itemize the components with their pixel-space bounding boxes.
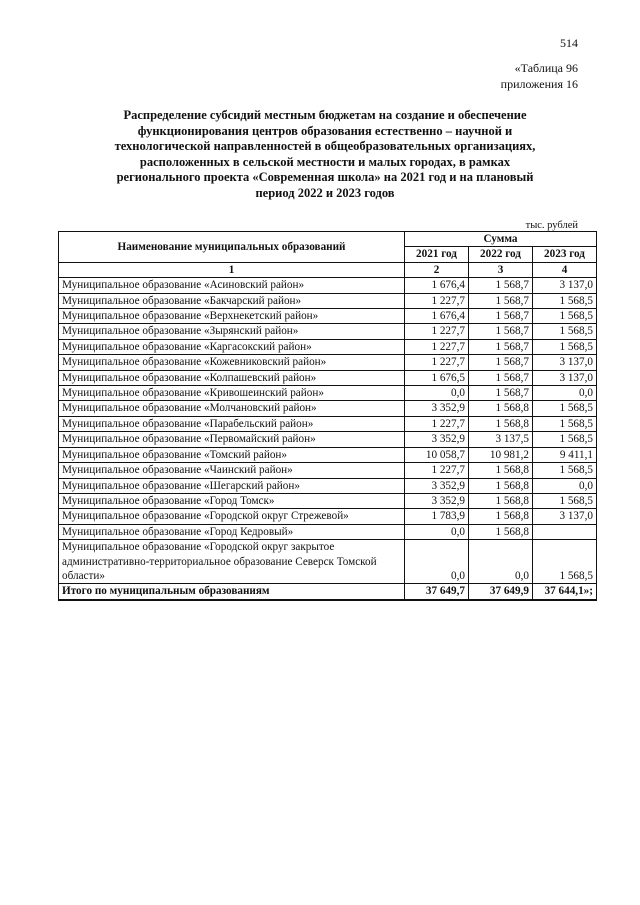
value-2023: 0,0	[533, 386, 597, 401]
table-row	[59, 324, 597, 339]
header-municipality-name: Наименование муниципальных образований	[59, 232, 405, 263]
value-2022: 1 568,8	[469, 478, 533, 493]
municipality-name: Муниципальное образование «Каргасокский район»	[59, 339, 405, 354]
value-2021: 1 227,7	[405, 463, 469, 478]
value-2021: 1 227,7	[405, 339, 469, 354]
value-2021: 1 676,4	[405, 309, 469, 324]
value-2023: 1 568,5	[533, 339, 597, 354]
municipality-name: Муниципальное образование «Город Томск»	[59, 493, 405, 508]
municipality-name: Муниципальное образование «Молчановский район»	[59, 401, 405, 416]
value-2022: 0,0	[469, 540, 533, 584]
municipality-name: Муниципальное образование «Кожевниковский район»	[59, 355, 405, 370]
municipality-name: Муниципальное образование «Зырянский район»	[59, 324, 405, 339]
value-2023: 3 137,0	[533, 509, 597, 524]
value-2023: 1 568,5	[533, 493, 597, 508]
total-row	[59, 584, 597, 600]
value-2023	[533, 524, 597, 539]
value-2022: 1 568,7	[469, 324, 533, 339]
document-title	[70, 108, 580, 201]
column-index-row	[59, 262, 597, 277]
table-row	[59, 386, 597, 401]
total-2023: 37 644,1»;	[533, 584, 597, 600]
municipality-name: Муниципальное образование «Асиновский район»	[59, 278, 405, 293]
title-line: технологической направленностей в общеобразовательных организациях,	[114, 139, 536, 153]
municipality-name: Муниципальное образование «Первомайский район»	[59, 432, 405, 447]
value-2023: 1 568,5	[533, 293, 597, 308]
title-line: регионального проекта «Современная школа» на 2021 год и на плановый	[116, 170, 534, 184]
table-row	[59, 278, 597, 293]
value-2022: 1 568,7	[469, 339, 533, 354]
total-2022: 37 649,9	[469, 584, 533, 600]
municipality-name: Муниципальное образование «Бакчарский район»	[59, 293, 405, 308]
value-2021: 1 227,7	[405, 324, 469, 339]
value-2022: 1 568,7	[469, 309, 533, 324]
value-2023: 1 568,5	[533, 309, 597, 324]
value-2022: 1 568,7	[469, 293, 533, 308]
value-2021: 3 352,9	[405, 493, 469, 508]
municipality-name: Муниципальное образование «Городской округ закрытое административно-территориальное образование Северск Томской области»	[59, 540, 405, 584]
value-2021: 1 227,7	[405, 293, 469, 308]
municipality-name: Муниципальное образование «Город Кедровый»	[59, 524, 405, 539]
table-row	[59, 416, 597, 431]
value-2022: 3 137,5	[469, 432, 533, 447]
value-2023: 3 137,0	[533, 355, 597, 370]
value-2022: 1 568,8	[469, 509, 533, 524]
header-year-2021: 2021 год	[405, 247, 469, 262]
table-row	[59, 309, 597, 324]
value-2022: 1 568,7	[469, 278, 533, 293]
value-2022: 1 568,8	[469, 493, 533, 508]
value-2022: 1 568,8	[469, 416, 533, 431]
appendix-annex-label: приложения 16	[500, 77, 578, 91]
value-2022: 1 568,8	[469, 463, 533, 478]
value-2023: 3 137,0	[533, 370, 597, 385]
total-2021: 37 649,7	[405, 584, 469, 600]
value-2021: 3 352,9	[405, 401, 469, 416]
value-2022: 1 568,7	[469, 386, 533, 401]
value-2023: 1 568,5	[533, 540, 597, 584]
value-2023: 3 137,0	[533, 278, 597, 293]
value-2022: 1 568,8	[469, 401, 533, 416]
table-row	[59, 447, 597, 462]
table-row	[59, 509, 597, 524]
value-2023: 1 568,5	[533, 432, 597, 447]
table-row	[59, 370, 597, 385]
units-label: тыс. рублей	[525, 220, 578, 231]
value-2023: 0,0	[533, 478, 597, 493]
value-2022: 1 568,8	[469, 524, 533, 539]
column-index: 4	[533, 262, 597, 277]
page-number: 514	[560, 36, 578, 50]
value-2021: 10 058,7	[405, 447, 469, 462]
value-2021: 3 352,9	[405, 478, 469, 493]
title-line: функционирования центров образования естественно – научной и	[137, 123, 513, 138]
column-index: 1	[59, 262, 405, 277]
municipality-name: Муниципальное образование «Кривошеинский район»	[59, 386, 405, 401]
value-2023: 9 411,1	[533, 447, 597, 462]
municipality-name: Муниципальное образование «Парабельский район»	[59, 416, 405, 431]
value-2021: 1 676,5	[405, 370, 469, 385]
value-2021: 3 352,9	[405, 432, 469, 447]
header-year-2022: 2022 год	[469, 247, 533, 262]
appendix-reference	[501, 60, 578, 92]
value-2021: 1 227,7	[405, 355, 469, 370]
table-row	[59, 293, 597, 308]
value-2021: 0,0	[405, 540, 469, 584]
table-row	[59, 355, 597, 370]
municipality-name: Муниципальное образование «Чаинский район»	[59, 463, 405, 478]
table-row	[59, 493, 597, 508]
title-line: период 2022 и 2023 годов	[255, 185, 395, 200]
table-row	[59, 540, 597, 584]
municipality-name: Муниципальное образование «Колпашевский район»	[59, 370, 405, 385]
value-2021: 0,0	[405, 386, 469, 401]
municipality-name: Муниципальное образование «Шегарский район»	[59, 478, 405, 493]
table-row	[59, 401, 597, 416]
column-index: 3	[469, 262, 533, 277]
municipality-name: Муниципальное образование «Томский район»	[59, 447, 405, 462]
value-2021: 1 783,9	[405, 509, 469, 524]
title-line: расположенных в сельской местности и малых городах, в рамках	[139, 154, 511, 169]
appendix-table-label: «Таблица 96	[514, 61, 578, 75]
table-row	[59, 432, 597, 447]
value-2022: 1 568,7	[469, 355, 533, 370]
column-index: 2	[405, 262, 469, 277]
header-sum: Сумма	[405, 232, 597, 247]
value-2021: 0,0	[405, 524, 469, 539]
municipality-name: Муниципальное образование «Верхнекетский район»	[59, 309, 405, 324]
title-line: Распределение субсидий местным бюджетам на создание и обеспечение	[123, 108, 527, 122]
value-2022: 1 568,7	[469, 370, 533, 385]
value-2023: 1 568,5	[533, 324, 597, 339]
table-row	[59, 478, 597, 493]
header-year-2023: 2023 год	[533, 247, 597, 262]
table-row	[59, 463, 597, 478]
municipality-name: Муниципальное образование «Городской округ Стрежевой»	[59, 509, 405, 524]
value-2021: 1 227,7	[405, 416, 469, 431]
value-2023: 1 568,5	[533, 416, 597, 431]
total-label: Итого по муниципальным образованиям	[59, 584, 405, 600]
table-row	[59, 524, 597, 539]
value-2023: 1 568,5	[533, 401, 597, 416]
subsidy-table	[58, 231, 597, 601]
value-2022: 10 981,2	[469, 447, 533, 462]
table-row	[59, 339, 597, 354]
value-2021: 1 676,4	[405, 278, 469, 293]
value-2023: 1 568,5	[533, 463, 597, 478]
